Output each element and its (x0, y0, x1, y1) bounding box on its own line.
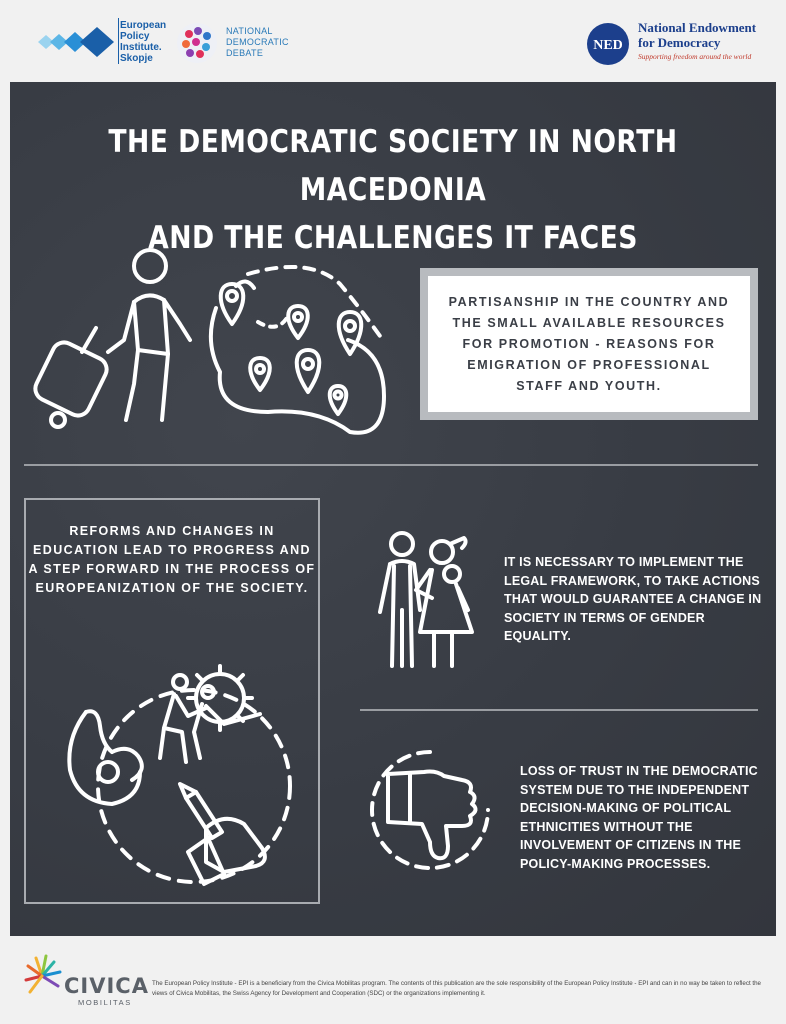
trust-text: LOSS OF TRUST IN THE DEMOCRATIC SYSTEM DUE TO THE INDEPENDENT DECISION-MAKING OF POLITICAL ETHNICITIES WITHOUT THE INVOLVEMENT OF CITIZENS IN THE POLICY-MAKING PROCESSES. (520, 764, 758, 871)
title-line: THE DEMOCRATIC SOCIETY IN NORTH MACEDONIA (108, 124, 678, 208)
epi-line: European (120, 20, 167, 31)
education-circle-icon (56, 652, 296, 892)
epi-line: Institute. (120, 42, 162, 53)
gender-text: IT IS NECESSARY TO IMPLEMENT THE LEGAL FRAMEWORK, TO TAKE ACTIONS THAT WOULD GUARANTEE A CHANGE IN SOCIETY IN TERMS OF GENDER EQUALITY. (504, 555, 762, 643)
ned-line: National Endowment (638, 20, 757, 35)
ned-tagline: Supporting freedom around the world (638, 52, 752, 61)
section-divider (360, 709, 758, 711)
family-icon (372, 530, 482, 670)
section-divider (24, 464, 758, 466)
epi-separator (118, 18, 119, 64)
thumbs-down-icon (366, 746, 496, 876)
education-text: REFORMS AND CHANGES IN EDUCATION LEAD TO PROGRESS AND A STEP FORWARD IN THE PROCESS OF EUROPEANIZATION OF THE SOCIETY. (28, 524, 316, 595)
ned-logo-icon (586, 22, 630, 66)
ndd-line: DEBATE (226, 48, 264, 58)
footer-disclaimer: The European Policy Institute - EPI is a beneficiary from the Civica Mobilitas program. The contents of this publication are the sole responsibility of the European Policy Institute - EPI and can in no way be taken to reflect the views of Civica Mobilitas, the Swiss Agency for Development and Cooperation (SDC) or the organizations implementing it. (152, 980, 761, 997)
ned-wordmark (638, 20, 756, 50)
emigration-callout-inner (428, 276, 750, 412)
traveler-icon (30, 244, 200, 434)
emigration-text: PARTISANSHIP IN THE COUNTRY AND THE SMALL AVAILABLE RESOURCES FOR PROMOTION - REASONS FOR EMIGRATION OF PROFESSIONAL STAFF AND YOUTH. (448, 294, 730, 393)
ned-badge-text: NED (593, 38, 623, 53)
ndd-line: DEMOCRATIC (226, 37, 289, 47)
epi-line: Skopje (120, 53, 153, 64)
map-route-icon (198, 262, 388, 440)
ned-line: for Democracy (638, 35, 721, 50)
epi-line: Policy (120, 31, 150, 42)
ndd-logo-icon (176, 22, 218, 64)
civica-brand: CIVICA (64, 974, 149, 998)
civica-brand-sub: MOBILITAS (78, 998, 132, 1007)
epi-logo-icon (36, 22, 116, 62)
emigration-callout (420, 268, 758, 420)
epi-wordmark (120, 20, 166, 64)
civica-logo-icon (22, 954, 62, 1004)
ndd-wordmark (226, 26, 289, 59)
title-line: AND THE CHALLENGES IT FACES (148, 220, 638, 256)
ndd-line: NATIONAL (226, 26, 273, 36)
page-title (55, 118, 731, 262)
